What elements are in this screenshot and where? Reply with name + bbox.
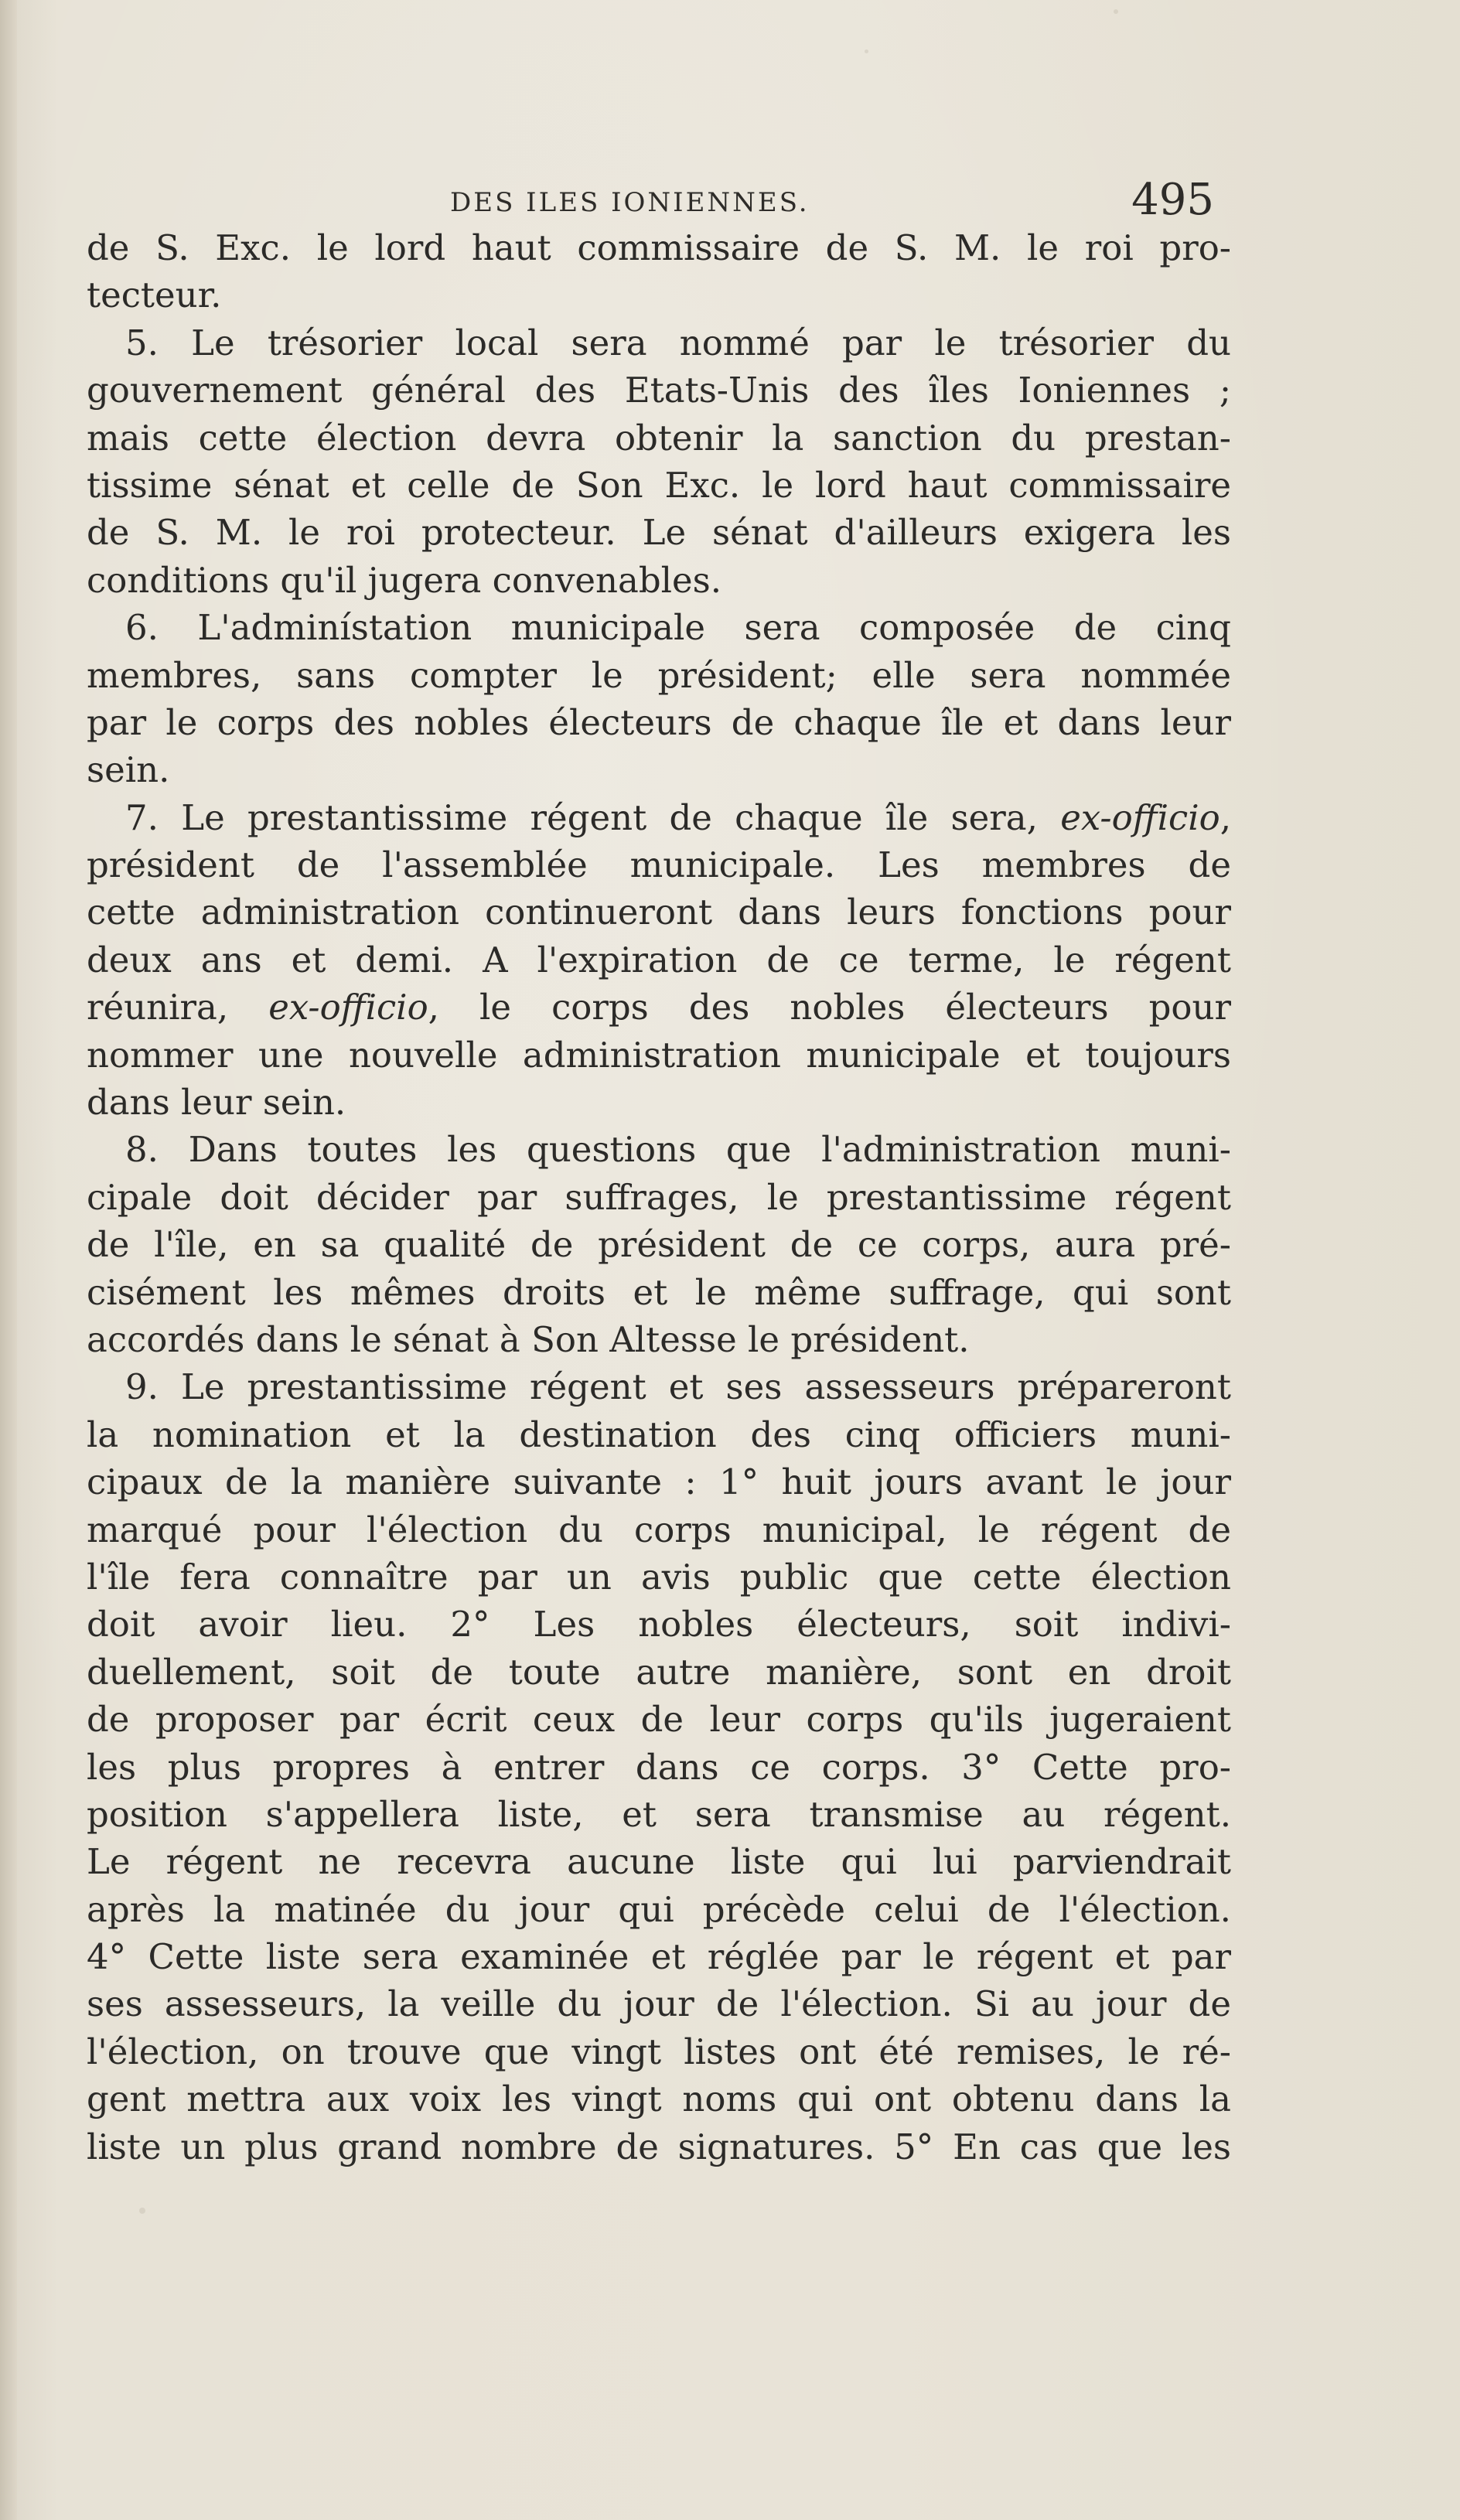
text-line: membres, sans compter le président; elle sera nommée	[87, 654, 1231, 696]
text-line: 5. Le trésorier local sera nommé par le trésorier du	[125, 322, 1231, 363]
text-line: cisément les mêmes droits et le même suffrage, qui sont	[87, 1271, 1231, 1313]
text-line: après la matinée du jour qui précède celui de l'élection.	[87, 1888, 1231, 1930]
text-line: nommer une nouvelle administration municipale et toujours	[87, 1034, 1231, 1076]
paper-spot	[865, 49, 868, 53]
text-line: doit avoir lieu. 2° Les nobles électeurs, soit indivi-	[87, 1604, 1231, 1645]
text-line: gent mettra aux voix les vingt noms qui ont obtenu dans la	[87, 2078, 1231, 2120]
text-line: président de l'assemblée municipale. Les membres de	[87, 844, 1231, 886]
text-line: ses assesseurs, la veille du jour de l'élection. Si au jour de	[87, 1983, 1231, 2025]
italic-term: ex-officio	[268, 987, 428, 1028]
text-line: cipale doit décider par suffrages, le prestantissime régent	[87, 1176, 1231, 1218]
text-line: cipaux de la manière suivante : 1° huit jours avant le jour	[87, 1461, 1231, 1503]
text-line: l'élection, on trouve que vingt listes ont été remises, le ré-	[87, 2031, 1231, 2072]
text-line: de S. M. le roi protecteur. Le sénat d'ailleurs exigera les	[87, 512, 1231, 554]
paper-spot	[139, 2208, 145, 2214]
body-text	[87, 224, 1231, 2170]
text-line: accordés dans le sénat à Son Altesse le président.	[87, 1318, 970, 1360]
text-line: position s'appellera liste, et sera transmise au régent.	[87, 1793, 1231, 1835]
text-line: cette administration continueront dans leurs fonctions pour	[87, 892, 1231, 933]
text-line: gouvernement général des Etats-Unis des îles Ioniennes ;	[87, 370, 1231, 411]
text-line: 6. L'adminístation municipale sera composée de cinq	[125, 607, 1231, 649]
text-line: réunira, ex-officio, le corps des nobles électeurs pour	[87, 987, 1231, 1028]
text-line: 4° Cette liste sera examinée et réglée par le régent et par	[87, 1936, 1231, 1978]
text-line: tecteur.	[87, 275, 222, 316]
text-line: 9. Le prestantissime régent et ses assesseurs prépareront	[125, 1366, 1231, 1408]
text-line: conditions qu'il jugera convenables.	[87, 559, 722, 601]
text-line: la nomination et la destination des cinq officiers muni-	[87, 1413, 1231, 1455]
text-line: de S. Exc. le lord haut commissaire de S. M. le roi pro-	[87, 227, 1231, 268]
text-line: 8. Dans toutes les questions que l'administration muni-	[125, 1129, 1231, 1171]
text-line: tissime sénat et celle de Son Exc. le lord haut commissaire	[87, 464, 1231, 506]
running-head	[87, 176, 1231, 230]
text-line: de l'île, en sa qualité de président de ce corps, aura pré-	[87, 1224, 1231, 1266]
page-edge-shadow	[0, 0, 17, 2520]
text-line: par le corps des nobles électeurs de chaque île et dans leur	[87, 701, 1231, 743]
text-line: 7. Le prestantissime régent de chaque île sera, ex-officio,	[125, 796, 1231, 838]
text-line: liste un plus grand nombre de signatures. 5° En cas que les	[87, 2126, 1231, 2167]
text-line: l'île fera connaître par un avis public que cette élection	[87, 1556, 1231, 1598]
page-number: 495	[1131, 175, 1214, 225]
text-line: mais cette élection devra obtenir la sanction du prestan-	[87, 417, 1231, 459]
text-line: dans leur sein.	[87, 1082, 346, 1124]
running-title: DES ILES IONIENNES.	[450, 187, 810, 218]
text-line: les plus propres à entrer dans ce corps. 3° Cette pro-	[87, 1746, 1231, 1788]
paper-spot	[1114, 9, 1118, 14]
text-line: Le régent ne recevra aucune liste qui lui parviendrait	[87, 1841, 1231, 1883]
text-line: sein.	[87, 749, 170, 791]
italic-term: ex-officio	[1060, 796, 1220, 838]
text-line: de proposer par écrit ceux de leur corps qu'ils jugeraient	[87, 1699, 1231, 1741]
text-line: deux ans et demi. A l'expiration de ce terme, le régent	[87, 939, 1231, 980]
text-line: duellement, soit de toute autre manière, sont en droit	[87, 1651, 1231, 1693]
text-line: marqué pour l'élection du corps municipal, le régent de	[87, 1509, 1231, 1550]
